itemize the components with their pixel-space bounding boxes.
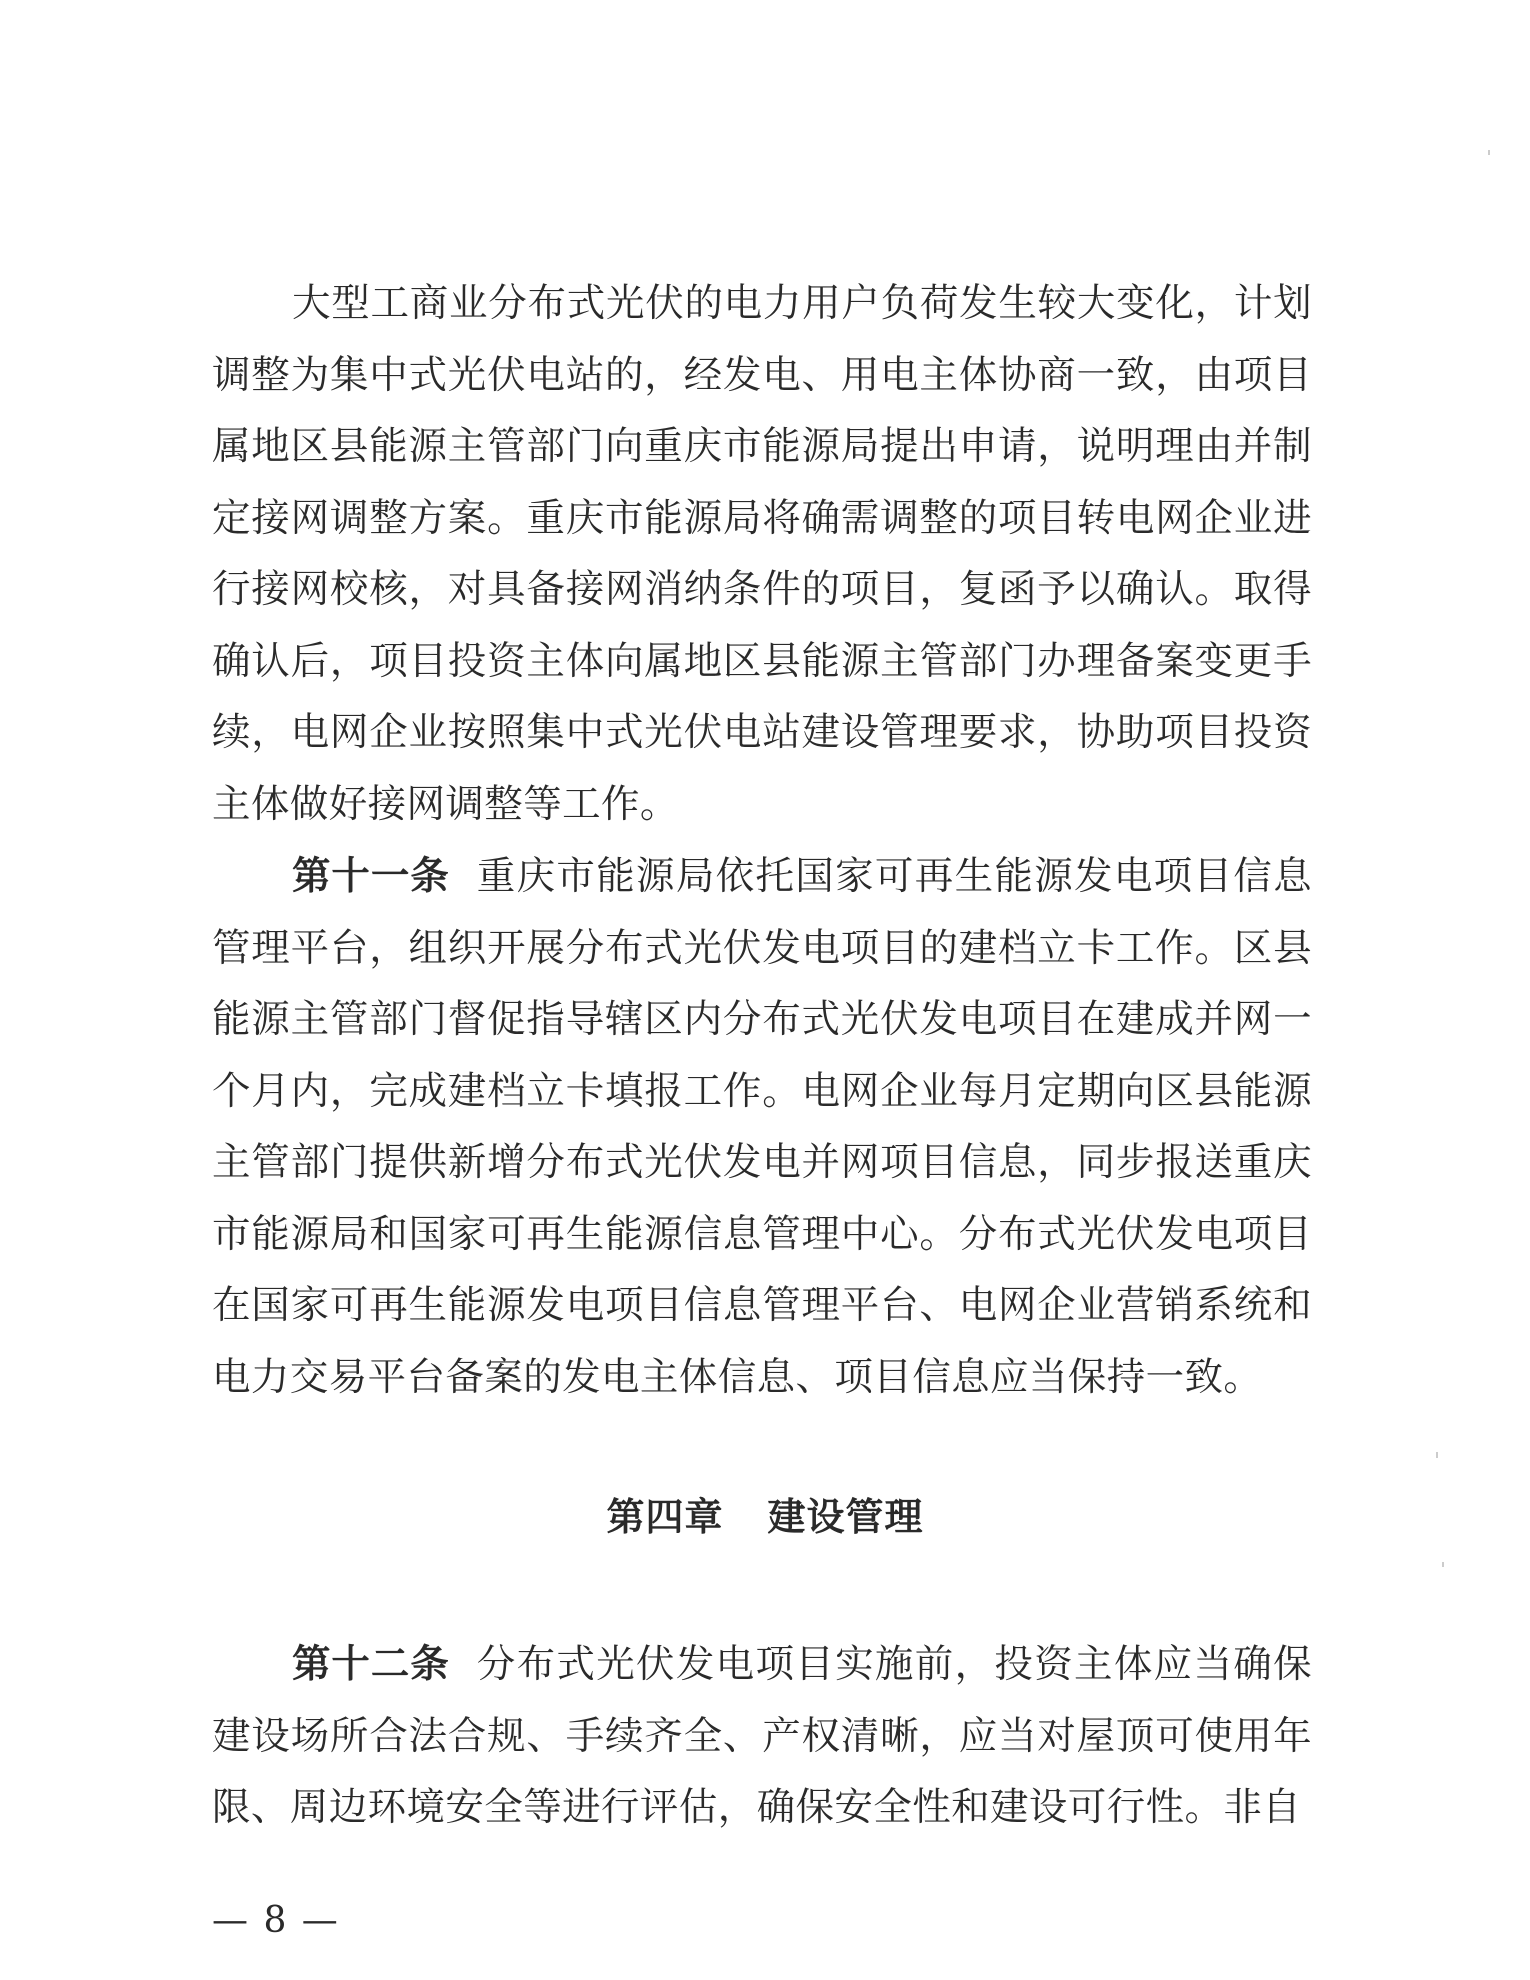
chapter-heading bbox=[0, 1486, 1530, 1541]
article-12-number: 第十二条 bbox=[292, 1642, 450, 1687]
paragraph-block-top bbox=[212, 268, 1312, 840]
article-12-block bbox=[212, 1629, 1312, 1844]
scan-speck bbox=[1488, 150, 1490, 155]
article-12-text: 分布式光伏发电项目实施前，投资主体应当确保建设场所合法合规、手续齐全、产权清晰，应当对屋顶可使用年限、周边环境安全等进行评估，确保安全性和建设可行性。非自 bbox=[212, 1642, 1312, 1830]
chapter-number: 第四章 bbox=[606, 1495, 724, 1539]
article-12-paragraph bbox=[212, 1629, 1312, 1844]
paragraph-grid-adjustment: 大型工商业分布式光伏的电力用户负荷发生较大变化，计划调整为集中式光伏电站的，经发电、用电主体协商一致，由项目属地区县能源主管部门向重庆市能源局提出申请，说明理由并制定接网调整方案。重庆市能源局将确需调整的项目转电网企业进行接网校核，对具备接网消纳条件的项目，复函予以确认。取得确认后，项目投资主体向属地区县能源主管部门办理备案变更手续，电网企业按照集中式光伏电站建设管理要求，协助项目投资主体做好接网调整等工作。 bbox=[212, 281, 1312, 827]
article-11-block bbox=[212, 841, 1312, 1413]
scan-speck bbox=[1436, 1452, 1438, 1458]
article-11-text: 重庆市能源局依托国家可再生能源发电项目信息管理平台，组织开展分布式光伏发电项目的建档立卡工作。区县能源主管部门督促指导辖区内分布式光伏发电项目在建成并网一个月内，完成建档立卡填报工作。电网企业每月定期向区县能源主管部门提供新增分布式光伏发电并网项目信息，同步报送重庆市能源局和国家可再生能源信息管理中心。分布式光伏发电项目在国家可再生能源发电项目信息管理平台、电网企业营销系统和电力交易平台备案的发电主体信息、项目信息应当保持一致。 bbox=[212, 854, 1312, 1400]
article-11-paragraph bbox=[212, 841, 1312, 1413]
article-11-number: 第十一条 bbox=[292, 854, 450, 899]
scan-speck bbox=[1442, 1562, 1444, 1567]
chapter-title: 建设管理 bbox=[767, 1495, 924, 1539]
page-number: — 8 — bbox=[212, 1900, 340, 1941]
